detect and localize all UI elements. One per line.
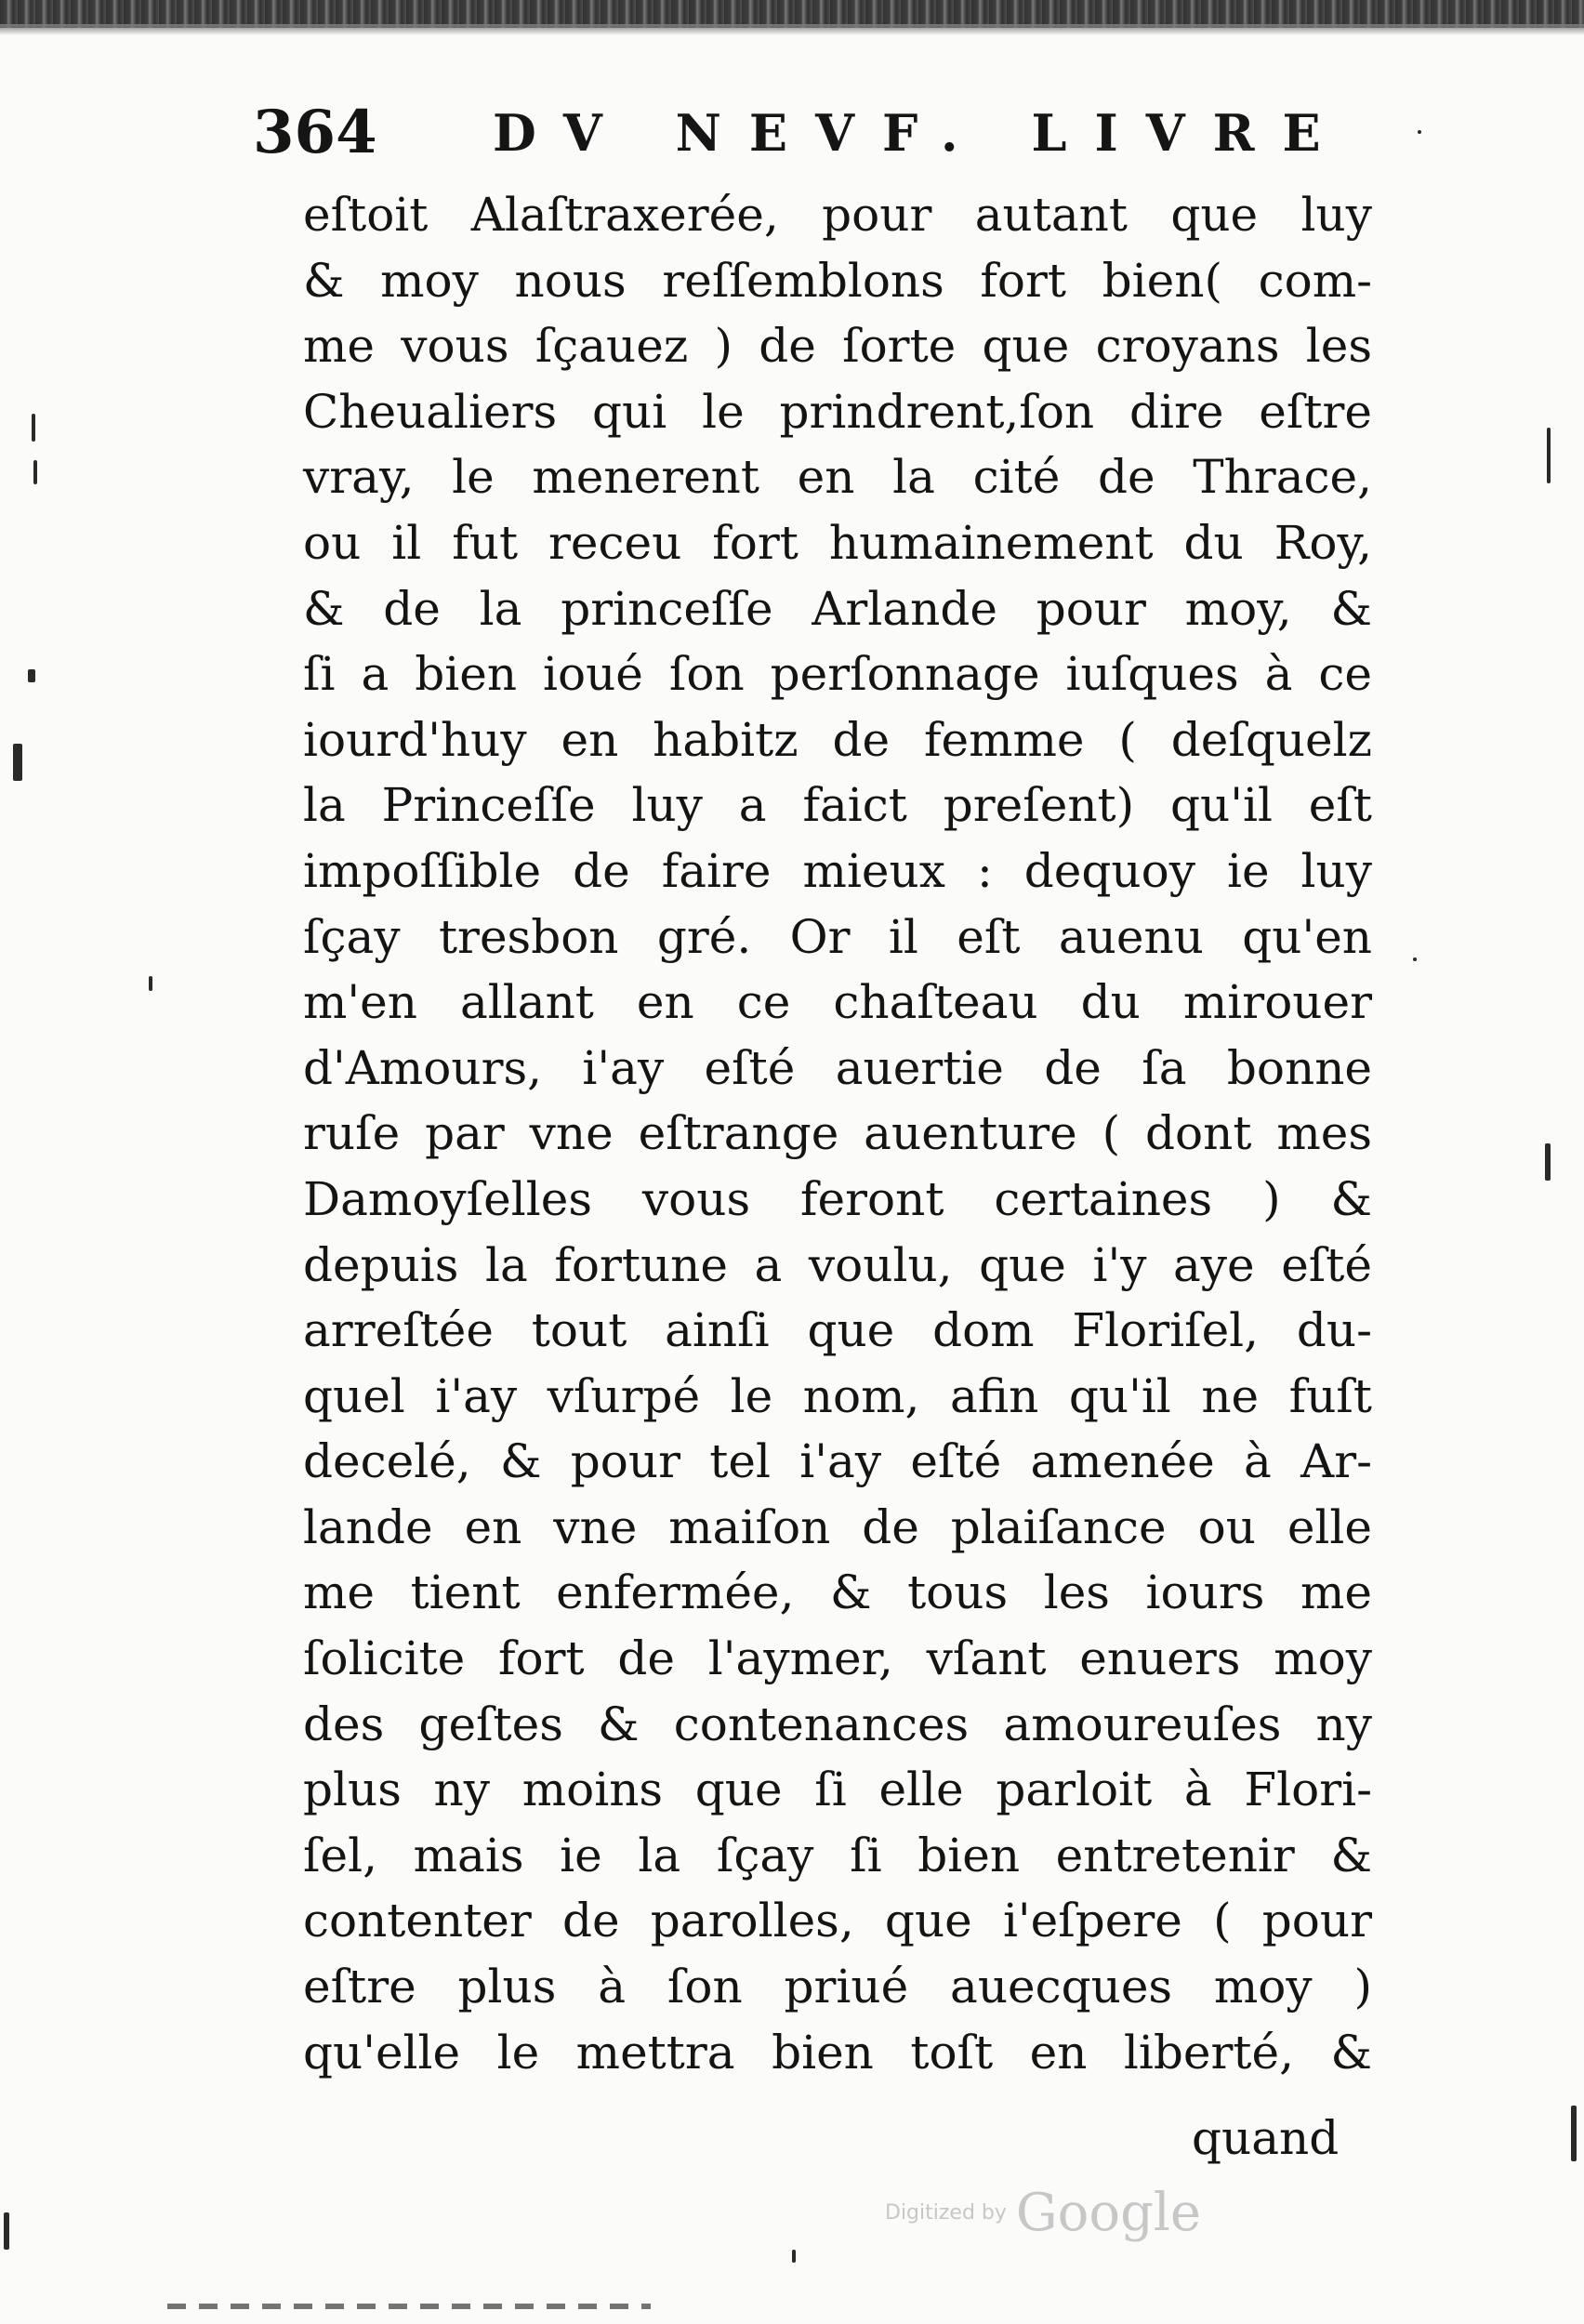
text-line: & moy nous reſſemblons fort bien( com-	[303, 253, 1372, 308]
text-line: & de la princeſſe Arlande pour moy, &	[303, 581, 1372, 636]
margin-speck	[13, 744, 22, 781]
text-line: me tient enfermée, & tous les iours me	[303, 1565, 1372, 1620]
catchword: quand	[1192, 2111, 1340, 2165]
text-line: contenter de parolles, que i'eſpere ( pour	[303, 1894, 1372, 1948]
text-line: impoſſible de faire mieux : dequoy ie luy	[303, 843, 1372, 898]
margin-speck	[1545, 1143, 1551, 1181]
margin-speck	[1547, 428, 1551, 483]
body-text	[303, 182, 1372, 2085]
margin-speck	[792, 2250, 796, 2263]
text-line: ou il fut receu fort humainement du Roy,	[303, 515, 1372, 570]
margin-speck	[1413, 957, 1417, 961]
digitization-watermark	[885, 2183, 1201, 2257]
text-line: qu'elle le mettra bien toſt en liberté, &	[303, 2025, 1372, 2080]
text-line: me vous ſçauez ) de ſorte que croyans les	[303, 319, 1372, 374]
margin-speck	[1418, 130, 1421, 134]
text-line: quel i'ay vſurpé le nom, afin qu'il ne fuſt	[303, 1368, 1372, 1423]
text-line: ſolicite fort de l'aymer, vſant enuers moy	[303, 1631, 1372, 1686]
text-line: iourd'huy en habitz de femme ( deſquelz	[303, 712, 1372, 767]
page-bottom-edge	[167, 2304, 651, 2309]
text-line: decelé, & pour tel i'ay eſté amenée à Ar-	[303, 1434, 1372, 1489]
margin-speck	[33, 460, 37, 484]
text-line: vray, le menerent en la cité de Thrace,	[303, 450, 1372, 505]
text-line: ruſe par vne eſtrange auenture ( dont mes	[303, 1106, 1372, 1161]
page-header	[253, 91, 1368, 175]
page-number: 364	[253, 98, 377, 167]
text-line: plus ny moins que ſi elle parloit à Flori-	[303, 1763, 1372, 1817]
text-line: ſel, mais ie la ſçay ſi bien entretenir &	[303, 1828, 1372, 1882]
text-line: eſtoit Alaſtraxerée, pour autant que luy	[303, 188, 1372, 242]
margin-speck	[1571, 2106, 1577, 2161]
watermark-brand-logo: Google	[1015, 2183, 1201, 2243]
text-line: Cheualiers qui le prindrent,ſon dire eſtre	[303, 384, 1372, 439]
page-top-edge-shadow	[0, 24, 1584, 35]
text-line: arreſtée tout ainſi que dom Floriſel, du-	[303, 1303, 1372, 1358]
text-line: des geſtes & contenances amoureuſes ny	[303, 1697, 1372, 1751]
text-line: ſi a bien ioué ſon perſonnage iuſques à ce	[303, 647, 1372, 702]
running-title: DV NEVF. LIVRE	[493, 103, 1349, 163]
text-line: Damoyſelles vous feront certaines ) &	[303, 1171, 1372, 1226]
margin-speck	[32, 414, 35, 442]
margin-speck	[4, 2212, 9, 2250]
text-line: ſçay tresbon gré. Or il eſt auenu qu'en	[303, 909, 1372, 964]
text-line: m'en allant en ce chaſteau du mirouer	[303, 975, 1372, 1030]
margin-speck	[28, 669, 35, 682]
text-line: depuis la fortune a voulu, que i'y aye eſté	[303, 1237, 1372, 1292]
text-line: lande en vne maiſon de plaiſance ou elle	[303, 1499, 1372, 1554]
text-line: la Princeſſe luy a faict preſent) qu'il eſt	[303, 778, 1372, 833]
text-line: d'Amours, i'ay eſté auertie de ſa bonne	[303, 1040, 1372, 1095]
watermark-digitized-by: Digitized by	[885, 2201, 1007, 2225]
text-line: eſtre plus à ſon priué auecques moy )	[303, 1960, 1372, 2014]
margin-speck	[149, 976, 152, 991]
